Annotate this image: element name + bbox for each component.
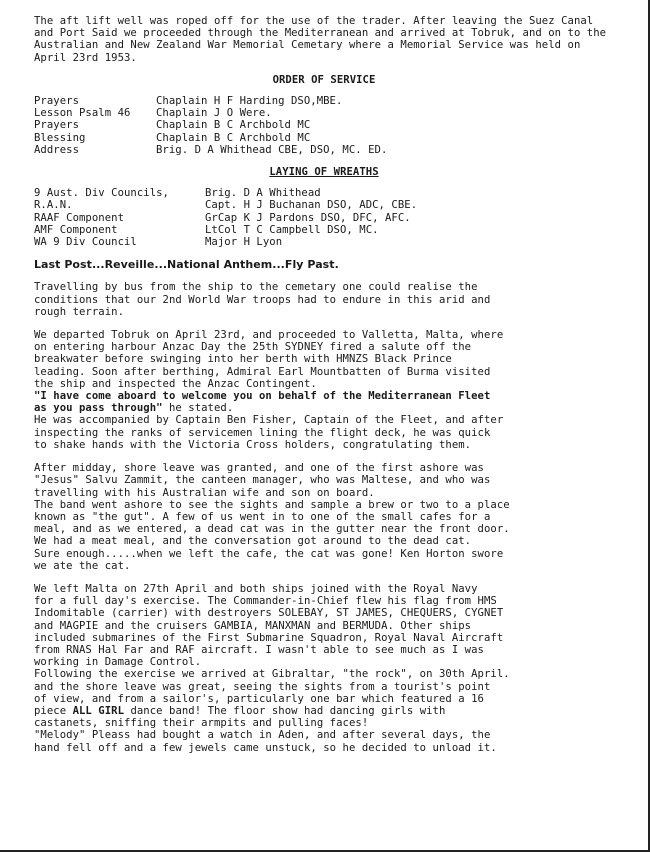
person-cell: Chaplain B C Archbold MC	[156, 131, 311, 144]
laying-of-wreaths-heading: LAYING OF WREATHS	[269, 166, 379, 179]
order-row	[34, 132, 387, 144]
text-line: Sure enough.....when we left the cafe, the cat was gone! Ken Horton swore	[34, 547, 504, 560]
text-line: breakwater before swinging into her berth with HMNZS Black Prince	[34, 353, 452, 366]
text-line: We left Malta on 27th April and both ships joined with the Royal Navy	[34, 582, 478, 595]
text-line: castanets, sniffing their armpits and pulling faces!	[34, 717, 369, 730]
role-cell: RAAF Component	[34, 211, 124, 224]
person-cell: Brig. D A Whithead CBE, DSO, MC. ED.	[156, 143, 388, 156]
text-line: Travelling by bus from the ship to the cemetary one could realise the	[34, 281, 478, 294]
person-cell: Brig. D A Whithead	[205, 187, 321, 200]
role-cell: Blessing	[34, 131, 86, 144]
ceremony-sequence-line: Last Post...Reveille...National Anthem...Fly Past.	[34, 258, 339, 272]
order-row	[34, 107, 387, 119]
text-line: to shake hands with the Victoria Cross holders, congratulating them.	[34, 438, 472, 451]
text-line: travelling with his Australian wife and son on board.	[34, 486, 375, 499]
text-line: for a full day's exercise. The Commander-in-Chief flew his flag from HMS	[34, 595, 497, 608]
text-line: Following the exercise we arrived at Gibraltar, "the rock", on 30th April.	[34, 668, 510, 681]
person-cell: Major H Lyon	[205, 236, 283, 249]
text-line: and MAGPIE and the cruisers GAMBIA, MANXMAN and BERMUDA. Other ships	[34, 619, 472, 632]
person-cell: Capt. H J Buchanan DSO, ADC, CBE.	[205, 199, 418, 212]
text-line: known as "the gut". A few of us went in to one of the small cafes for a	[34, 510, 491, 523]
order-row	[34, 119, 387, 131]
document-page	[34, 15, 614, 765]
text-line: inspecting the ranks of servicemen lining the flight deck, he was quick	[34, 426, 491, 439]
role-cell: Prayers	[34, 119, 79, 132]
person-cell: GrCap K J Pardons DSO, DFC, AFC.	[205, 211, 411, 224]
wreath-row	[34, 224, 417, 236]
wreath-row	[34, 212, 417, 224]
wreath-row	[34, 187, 417, 199]
text-line: rough terrain.	[34, 305, 124, 318]
text-line: The band went ashore to see the sights and sample a brew or two to a place	[34, 498, 510, 511]
quote-line-end: as you pass through" he stated.	[34, 402, 234, 415]
text-line: included submarines of the First Submarine Squadron, Royal Naval Aircraft	[34, 631, 504, 644]
quote-line: "I have come aboard to welcome you on behalf of the Mediterranean Fleet	[34, 390, 491, 403]
paragraph-travel	[34, 281, 614, 318]
order-of-service-list	[34, 95, 387, 156]
wreath-row	[34, 199, 417, 211]
paragraph-malta-arrival	[34, 329, 614, 451]
text-line: We had a meat meal, and the conversation got around to the dead cat.	[34, 535, 472, 548]
paragraph-shore-leave	[34, 462, 614, 572]
order-row	[34, 144, 387, 156]
intro-paragraph: The aft lift well was roped off for the use of the trader. After leaving the Suez Canal and Port Said we proceeded through the Mediterranean and arrived at Tobruk, and on to the Australian and New Zealand War Memorial Cemetary where a Memorial Service was held on April 23rd 1953.	[34, 15, 607, 64]
text-line: working in Damage Control.	[34, 656, 202, 669]
role-cell: Prayers	[34, 95, 79, 108]
wreath-row	[34, 236, 417, 248]
laying-of-wreaths-list	[34, 187, 417, 248]
role-cell: R.A.N.	[34, 199, 73, 212]
role-cell: 9 Aust. Div Councils,	[34, 187, 169, 200]
role-cell: Lesson Psalm 46	[34, 107, 131, 120]
text-line: We departed Tobruk on April 23rd, and proceeded to Valletta, Malta, where	[34, 329, 504, 342]
text-line: After midday, shore leave was granted, and one of the first ashore was	[34, 462, 484, 475]
text-line: from RNAS Hal Far and RAF aircraft. I wasn't able to see much as I was	[34, 643, 484, 656]
paragraph-exercise-gibraltar	[34, 583, 614, 754]
text-line: conditions that our 2nd World War troops had to endure in this arid and	[34, 293, 491, 306]
text-line: leading. Soon after berthing, Admiral Earl Mountbatten of Burma visited	[34, 365, 491, 378]
text-line: on entering harbour Anzac Day the 25th SYDNEY fired a salute off the	[34, 341, 472, 354]
text-line: and the shore leave was great, seeing the sights from a tourist's point	[34, 680, 491, 693]
role-cell: AMF Component	[34, 223, 118, 236]
order-row	[34, 95, 387, 107]
person-cell: Chaplain J O Were.	[156, 107, 272, 120]
person-cell: Chaplain B C Archbold MC	[156, 119, 311, 132]
text-line: Indomitable (carrier) with destroyers SOLEBAY, ST JAMES, CHEQUERS, CYGNET	[34, 607, 504, 620]
text-line: meal, and as we entered, a dead cat was in the gutter near the front door.	[34, 523, 510, 536]
text-line: of view, and from a sailor's, particularly one bar which featured a 16	[34, 692, 484, 705]
text-line: "Jesus" Salvu Zammit, the canteen manager, who was Maltese, and who was	[34, 474, 491, 487]
text-line: He was accompanied by Captain Ben Fisher, Captain of the Fleet, and after	[34, 414, 504, 427]
person-cell: LtCol T C Campbell DSO, MC.	[205, 223, 379, 236]
text-line: the ship and inspected the Anzac Contingent.	[34, 377, 317, 390]
order-of-service-heading: ORDER OF SERVICE	[272, 73, 376, 86]
text-line: piece ALL GIRL dance band! The floor show had dancing girls with	[34, 704, 446, 717]
text-line: hand fell off and a few jewels came unstuck, so he decided to unload it.	[34, 741, 497, 754]
text-line: we ate the cat.	[34, 559, 131, 572]
person-cell: Chaplain H F Harding DSO,MBE.	[156, 95, 343, 108]
text-line: "Melody" Pleass had bought a watch in Aden, and after several days, the	[34, 729, 491, 742]
role-cell: Address	[34, 143, 79, 156]
role-cell: WA 9 Div Council	[34, 236, 137, 249]
